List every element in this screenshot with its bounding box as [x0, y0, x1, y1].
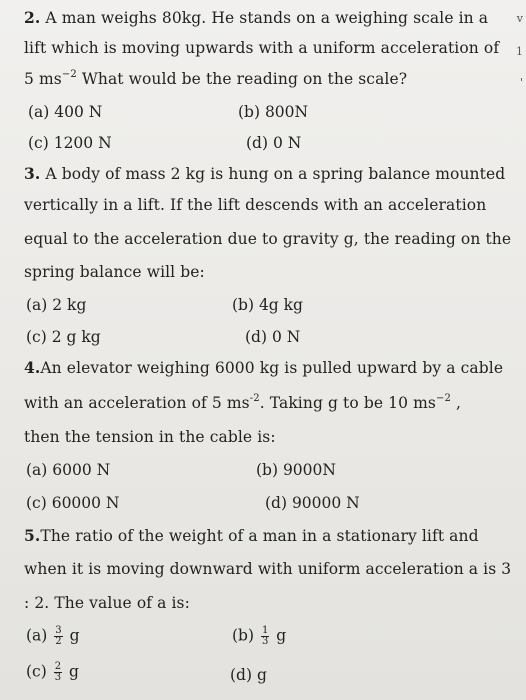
- q2-option-c: (c) 1200 N: [28, 134, 112, 152]
- q3-number: 3.: [24, 164, 41, 183]
- q5-line-2: when it is moving downward with uniform acceleration a is 3: [24, 560, 512, 578]
- fraction-numerator: 1: [261, 625, 269, 636]
- q5-option-a-unit: g: [69, 626, 80, 645]
- q4-number: 4.: [24, 358, 41, 377]
- q4-option-c: (c) 60000 N: [26, 494, 120, 512]
- q3-option-b: (b) 4g kg: [232, 296, 303, 314]
- q3-text: A body of mass 2 kg is hung on a spring balance mounted: [45, 165, 506, 183]
- edge-mark: v: [516, 12, 523, 25]
- q5-option-c-unit: g: [69, 662, 79, 681]
- q4-exponent-2: −2: [435, 393, 451, 404]
- q3-option-a: (a) 2 kg: [26, 296, 87, 314]
- q2-line-3: [24, 70, 407, 88]
- q4-line-2: [24, 394, 461, 412]
- q5-option-b-label: (b): [232, 626, 255, 645]
- q2-option-a: (a) 400 N: [28, 103, 103, 121]
- q3-option-c: (c) 2 g kg: [26, 328, 101, 346]
- q3-line-2: vertically in a lift. If the lift descends with an acceleration: [24, 196, 487, 214]
- q4-text-c: ,: [450, 394, 461, 412]
- q5-option-c: [26, 662, 79, 683]
- q5-line-1: [24, 526, 479, 545]
- q3-line-1: [24, 164, 505, 183]
- q4-option-a: (a) 6000 N: [26, 461, 111, 479]
- q5-option-a: [26, 626, 80, 647]
- fraction-numerator: 3: [55, 625, 62, 636]
- fraction-denominator: 3: [261, 636, 269, 647]
- q5-line-3: : 2. The value of a is:: [24, 594, 190, 612]
- q4-text-a: with an acceleration of 5 ms: [24, 394, 250, 412]
- q3-line-4: spring balance will be:: [24, 263, 205, 281]
- fraction: [54, 626, 62, 647]
- q2-unit-text: 5 ms: [24, 70, 62, 88]
- q5-option-b: [232, 626, 286, 647]
- q2-number: 2.: [24, 8, 41, 27]
- q5-number: 5.: [24, 526, 41, 545]
- fraction-denominator: 2: [55, 636, 62, 647]
- q4-exponent-1: -2: [249, 393, 260, 404]
- q5-option-c-label: (c): [26, 662, 47, 681]
- fraction: [261, 626, 269, 647]
- q2-question-text: What would be the reading on the scale?: [76, 70, 408, 88]
- q4-line-3: then the tension in the cable is:: [24, 428, 276, 446]
- q2-option-b: (b) 800N: [238, 103, 309, 121]
- q5-text: The ratio of the weight of a man in a stationary lift and: [40, 527, 479, 545]
- q4-text: An elevator weighing 6000 kg is pulled upward by a cable: [40, 359, 504, 377]
- q5-option-a-label: (a): [26, 626, 48, 645]
- q5-option-b-unit: g: [276, 626, 287, 645]
- q4-line-1: [24, 358, 503, 377]
- q4-option-b: (b) 9000N: [256, 461, 336, 479]
- q2-option-d: (d) 0 N: [246, 134, 302, 152]
- q5-option-d: (d) g: [230, 666, 267, 684]
- q2-line-2: lift which is moving upwards with a uniform acceleration of: [24, 39, 500, 57]
- q2-line-1: [24, 8, 488, 27]
- fraction-denominator: 3: [54, 672, 62, 683]
- q3-option-d: (d) 0 N: [245, 328, 301, 346]
- q2-text: A man weighs 80kg. He stands on a weighing scale in a: [45, 9, 489, 27]
- q4-text-b: . Taking g to be 10 ms: [259, 394, 436, 412]
- q3-line-3: equal to the acceleration due to gravity g, the reading on the: [24, 230, 512, 248]
- fraction-numerator: 2: [54, 661, 62, 672]
- edge-mark: 1: [516, 45, 523, 58]
- edge-mark: ': [519, 76, 523, 89]
- fraction: [54, 662, 62, 683]
- q4-option-d: (d) 90000 N: [265, 494, 360, 512]
- q2-exponent: −2: [61, 69, 77, 80]
